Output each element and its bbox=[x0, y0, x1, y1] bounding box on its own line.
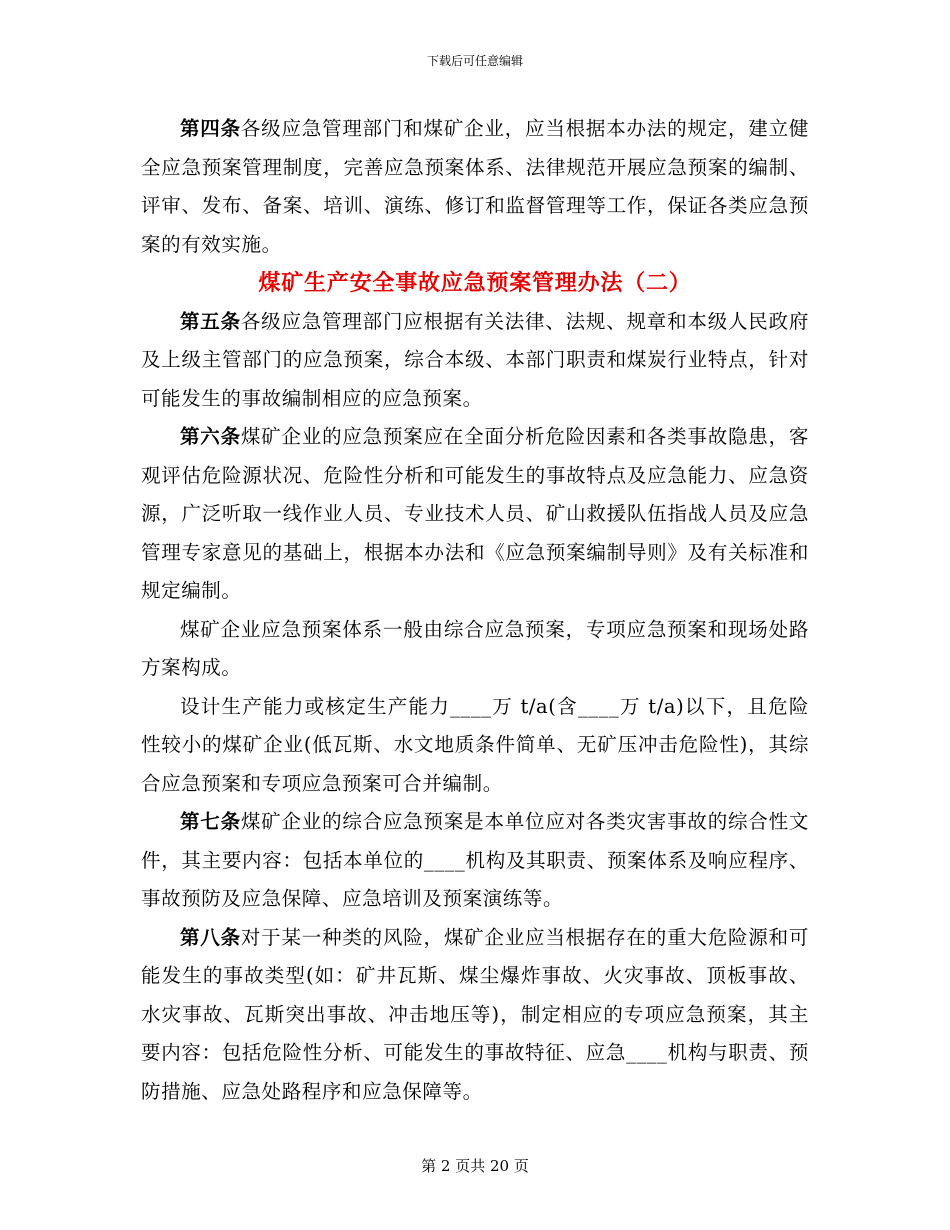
article-6 bbox=[141, 418, 809, 611]
article-lead: 第六条 bbox=[180, 425, 241, 448]
header-note: 下载后可任意编辑 bbox=[426, 54, 523, 68]
page-number: 第 2 页共 20 页 bbox=[421, 1157, 529, 1175]
document-body bbox=[141, 110, 809, 1111]
article-text: 对于某一种类的风险，煤矿企业应当根据存在的重大危险源和可能发生的事故类型(如：矿井瓦斯、煤尘爆炸事故、火灾事故、顶板事故、水灾事故、瓦斯突出事故、冲击地压等)，制定相应的专项应急预案，其主要内容：包括危险性分析、可能发生的事故特征、应急____机构与职责、预防措施、应急处路程序和应急保障等。 bbox=[141, 925, 809, 1103]
paragraph-capacity bbox=[141, 688, 809, 804]
article-lead: 第四条 bbox=[180, 117, 241, 140]
paragraph-text: 煤矿企业应急预案体系一般由综合应急预案，专项应急预案和现场处路方案构成。 bbox=[141, 617, 809, 679]
paragraph-text: 设计生产能力或核定生产能力____万 t/a(含____万 t/a)以下，且危险性较小的煤矿企业(低瓦斯、水文地质条件简单、无矿压冲击危险性)，其综合应急预案和专项应急预案可合并编制。 bbox=[141, 694, 809, 795]
article-4 bbox=[141, 110, 809, 264]
article-text: 煤矿企业的应急预案应在全面分析危险因素和各类事故隐患，客观评估危险源状况、危险性分析和可能发生的事故特点及应急能力、应急资源，广泛听取一线作业人员、专业技术人员、矿山救援队伍指战人员及应急管理专家意见的基础上，根据本办法和《应急预案编制导则》及有关标准和规定编制。 bbox=[141, 425, 809, 602]
article-lead: 第八条 bbox=[180, 925, 241, 949]
article-text: 煤矿企业的综合应急预案是本单位应对各类灾害事故的综合性文件，其主要内容：包括本单位的____机构及其职责、预案体系及响应程序、事故预防及应急保障、应急培训及预案演练等。 bbox=[141, 810, 809, 910]
article-7 bbox=[141, 803, 809, 919]
paragraph-plan-system bbox=[141, 611, 809, 688]
section-title: 煤矿生产安全事故应急预案管理办法（二） bbox=[258, 270, 692, 296]
page-header bbox=[0, 53, 950, 69]
article-text: 各级应急管理部门应根据有关法律、法规、规章和本级人民政府及上级主管部门的应急预案，综合本级、本部门职责和煤炭行业特点，针对可能发生的事故编制相应的应急预案。 bbox=[141, 309, 809, 410]
article-lead: 第七条 bbox=[180, 810, 241, 833]
page-footer bbox=[0, 1156, 950, 1176]
article-8 bbox=[141, 919, 809, 1112]
article-5 bbox=[141, 303, 809, 419]
article-lead: 第五条 bbox=[180, 309, 241, 333]
article-text: 各级应急管理部门和煤矿企业，应当根据本办法的规定，建立健全应急预案管理制度，完善应急预案体系、法律规范开展应急预案的编制、评审、发布、备案、培训、演练、修订和监督管理等工作，保证各类应急预案的有效实施。 bbox=[141, 117, 809, 256]
